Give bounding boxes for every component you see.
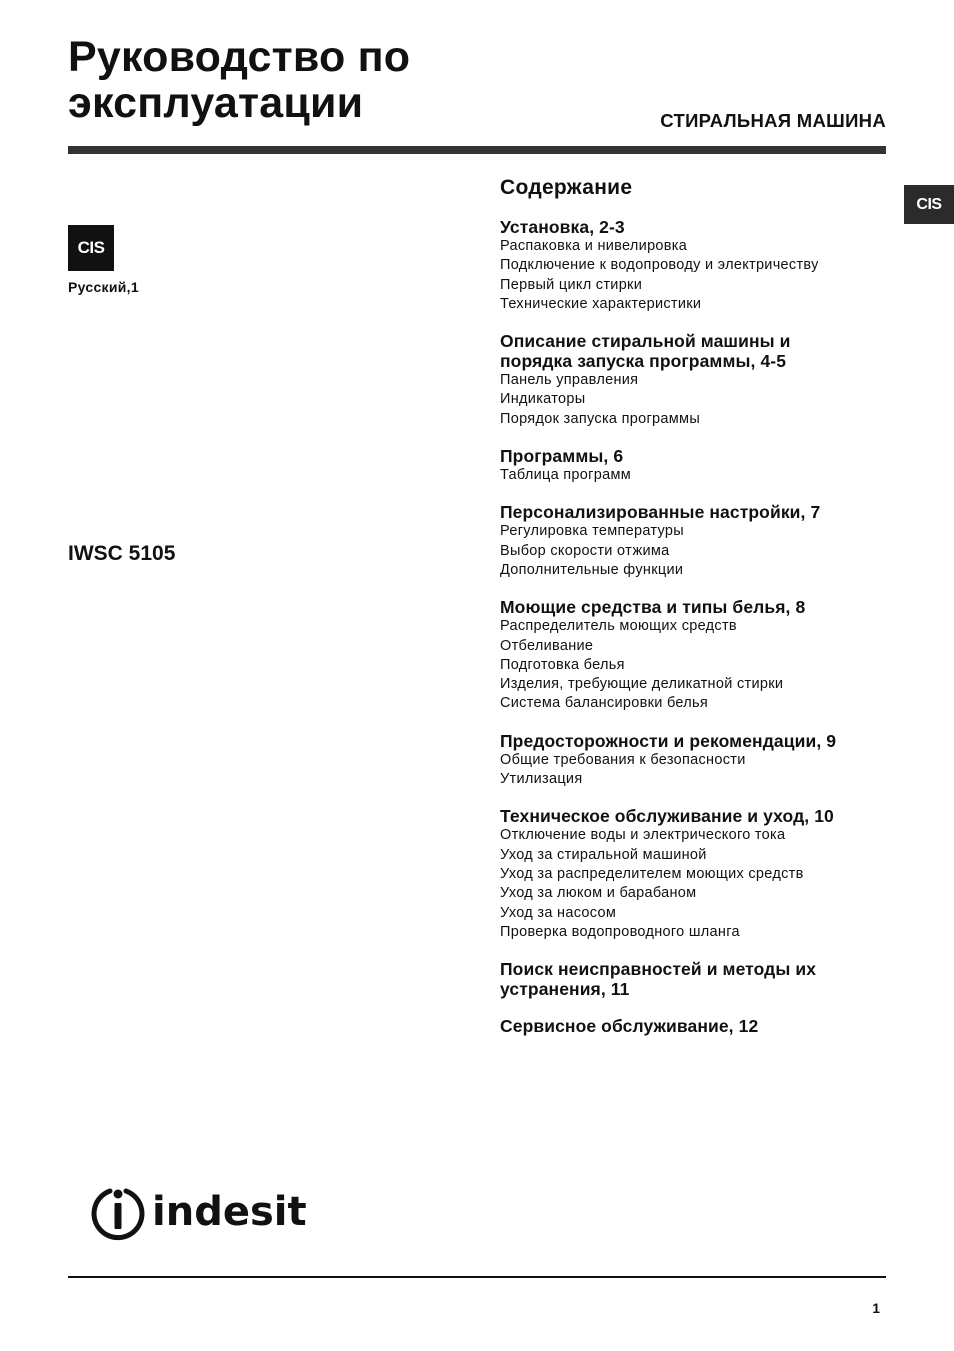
toc-item: Первый цикл стирки [500,276,643,293]
toc-item: Проверка водопроводного шланга [500,923,740,940]
toc-item: Уход за люком и барабаном [500,885,697,902]
brand-logo [88,1182,307,1242]
toc-item: Выбор скорости отжима [500,542,670,559]
toc-item: Подготовка белья [500,656,625,673]
toc-item: Общие требования к безопасности [500,751,746,768]
toc-item: Изделия, требующие деликатной стирки [500,676,784,693]
indesit-logo-icon [88,1182,148,1242]
toc-heading: Содержание [500,176,633,199]
toc-section-title: Сервисное обслуживание, 12 [500,1016,759,1037]
document-subtitle: СТИРАЛЬНАЯ МАШИНА [660,110,886,131]
toc-item: Уход за насосом [500,904,617,921]
toc-item: Уход за стиральной машиной [500,846,707,863]
toc-section [500,959,900,999]
toc-section-title: Описание стиральной машины и порядка запуска программы, 4-5 [500,331,791,372]
toc-section-items [500,522,900,580]
toc-item: Уход за распределителем моющих средств [500,865,804,882]
toc-item: Технические характеристики [500,295,702,312]
toc-item: Дополнительные функции [500,561,684,578]
toc-item: Распаковка и нивелировка [500,238,688,254]
toc-section-title: Предосторожности и рекомендации, 9 [500,730,837,751]
toc-section-title: Установка, 2-3 [500,217,625,237]
page-number: 1 [872,1300,880,1316]
toc-section [500,217,900,314]
toc-section-title: Моющие средства и типы белья, 8 [500,597,806,618]
toc-item: Порядок запуска программы [500,410,701,427]
toc-section [500,806,900,942]
toc-item: Таблица программ [500,467,632,484]
toc-section-items [500,826,900,942]
toc-section-title: Программы, 6 [500,446,624,467]
toc-section-items [500,617,900,713]
toc-item: Подключение к водопроводу и электричеству [500,257,819,274]
toc-item: Отключение воды и электрического тока [500,827,786,844]
toc-section [500,331,900,429]
toc-section-items [500,751,900,790]
toc-section [500,446,900,485]
toc-section-items [500,371,900,429]
toc-section [500,597,900,713]
language-badge: CIS [68,225,114,271]
footer-divider [68,1276,886,1278]
page-title-line1: Руководство по [68,33,411,81]
side-language-tab: CIS [904,185,954,224]
toc-section-title: Техническое обслуживание и уход, 10 [500,806,834,827]
toc-section [500,731,900,790]
table-of-contents [500,176,900,1053]
page-title [68,34,410,126]
toc-sections [500,217,900,1036]
toc-section-title: Поиск неисправностей и методы их устранения, 11 [500,959,817,1000]
toc-section-title: Персонализированные настройки, 7 [500,502,821,523]
page-title-line2: эксплуатации [68,79,364,127]
toc-item: Утилизация [500,771,583,788]
toc-item: Распределитель моющих средств [500,618,737,635]
toc-item: Индикаторы [500,391,586,408]
toc-section [500,1016,900,1036]
toc-item: Регулировка температуры [500,523,684,540]
toc-section-items [500,466,900,485]
model-name: IWSC 5105 [68,542,176,565]
language-label: Русский,1 [68,279,139,295]
brand-logo-text: indesit [152,1189,307,1235]
toc-section-items [500,237,900,314]
header-divider [68,146,886,154]
toc-item: Система балансировки белья [500,695,709,712]
toc-item: Отбеливание [500,637,594,654]
toc-section [500,502,900,580]
toc-item: Панель управления [500,372,639,389]
